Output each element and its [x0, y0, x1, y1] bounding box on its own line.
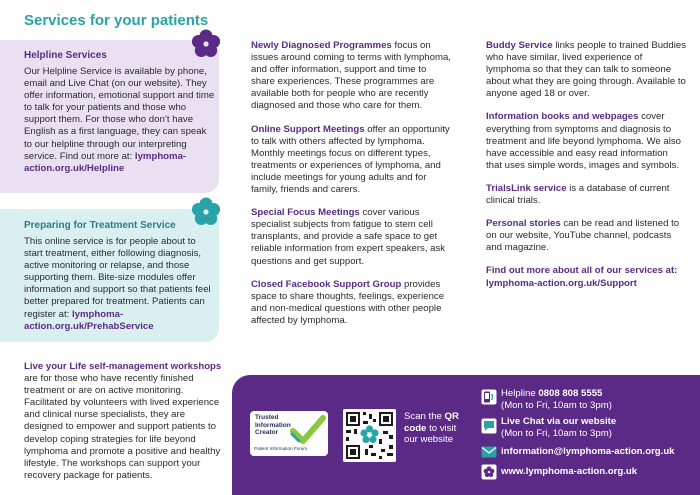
phone-icon	[481, 389, 497, 405]
support-link[interactable]: lymphoma-action.org.uk/Support	[486, 277, 637, 289]
chat-icon	[481, 418, 497, 434]
prep-description: This online service is for people about to start treatment, either following diagnosis, active monitoring or relapse, and those supporting them. Bite-size modules offer information and support so that patients feel better prepared for treatment. Patients can register at: lymphoma-action.org.uk/PrehabService	[24, 236, 211, 332]
website-link[interactable]: www.lymphoma-action.org.uk	[501, 466, 638, 477]
special-focus-item: Special Focus Meetings cover various specialist subjects from fatigue to stem cell transplants, and provide a safe space to get reliable information from expert speakers, ask questions and get support.	[251, 207, 446, 267]
buddy-service-item: Buddy Service links people to trained Buddies who have similar, lived experience of lymphoma so that they can talk to someone about what they are going through. Available to anyone aged 18 or over.	[486, 40, 686, 100]
page-title: Services for your patients	[24, 12, 209, 29]
livechat-link[interactable]: Live Chat via our website	[501, 416, 617, 427]
helpline-contact: Helpline 0808 808 5555 (Mon to Fri, 10am to 3pm)	[501, 388, 612, 411]
scan-qr-text: Scan the QR code to visit our website	[404, 411, 459, 446]
helpline-heading: Helpline Services	[24, 50, 107, 61]
badge-title: Trusted Information Creator	[255, 414, 291, 437]
personal-stories-item: Personal stories can be read and listened to on our website, YouTube channel, podcasts and magazine.	[486, 218, 680, 254]
helpline-description: Our Helpline Service is available by phone, email and Live Chat (on our website). They offer information, emotional support and time to talk for your patients and those who support them. For those who don’t have English as a first language, they can speak to our helpline through our interpreting service. Find out more at: lymphoma-action.org.uk/Helpline	[24, 66, 215, 174]
helpline-number[interactable]: 0808 808 5555	[538, 388, 603, 399]
qr-code[interactable]	[343, 409, 396, 462]
badge-subtitle: Patient Information Forum	[254, 446, 308, 451]
email-link[interactable]: information@lymphoma-action.org.uk	[501, 446, 675, 457]
helpline-link[interactable]: lymphoma-action.org.uk/Helpline	[24, 150, 187, 174]
email-icon	[481, 444, 497, 460]
flower-icon	[190, 28, 222, 60]
info-books-item: Information books and webpages cover everything from symptoms and diagnosis to treatment and life beyond lymphoma. We also have accessible and easy read information that uses simple words, images and symbols.	[486, 111, 681, 171]
find-out-more: Find out more about all of our services at: lymphoma-action.org.uk/Support	[486, 265, 678, 289]
lyl-description: Live your Life self-management workshops are for those who have recently finished treatment or are on active monitoring. Facilitated by volunteers with lived experience and clinical nurse specialists, they are designed to empower and support patients to develop coping strategies for life beyond lymphoma and promote a positive and healthy lifestyle. The workshops can support your recovery package for patients.	[24, 361, 222, 481]
prep-heading: Preparing for Treatment Service	[24, 220, 176, 231]
email-contact	[501, 446, 675, 458]
web-contact	[501, 466, 637, 478]
lyl-heading: Live your Life self-management workshops	[24, 361, 222, 372]
trialslink-item: TrialsLink service is a database of current clinical trials.	[486, 182, 670, 207]
web-icon	[481, 464, 497, 480]
newly-diagnosed-item: Newly Diagnosed Programmes focus on issues around coming to terms with lymphoma, and offer information, support and time to share experiences. These programmes are available both for people who are recently diagnosed and those who care for them.	[251, 40, 451, 112]
online-support-item: Online Support Meetings offer an opportunity to talk with others affected by lymphoma. Monthly meetings focus on different types, treatments or experiences of lymphoma, and include meetings for young adults and for family, friends and carers.	[251, 123, 450, 196]
checkmark-icon	[290, 414, 326, 446]
facebook-group-item: Closed Facebook Support Group provides space to share thoughts, feelings, experience and non-medical questions with other people affected by lymphoma.	[251, 278, 445, 326]
livechat-contact: Live Chat via our website (Mon to Fri, 10am to 3pm)	[501, 416, 617, 439]
right-column	[486, 40, 686, 301]
middle-column	[251, 40, 451, 338]
prep-link[interactable]: lymphoma-action.org.uk/PrehabService	[24, 308, 154, 332]
flower-icon	[190, 196, 222, 228]
